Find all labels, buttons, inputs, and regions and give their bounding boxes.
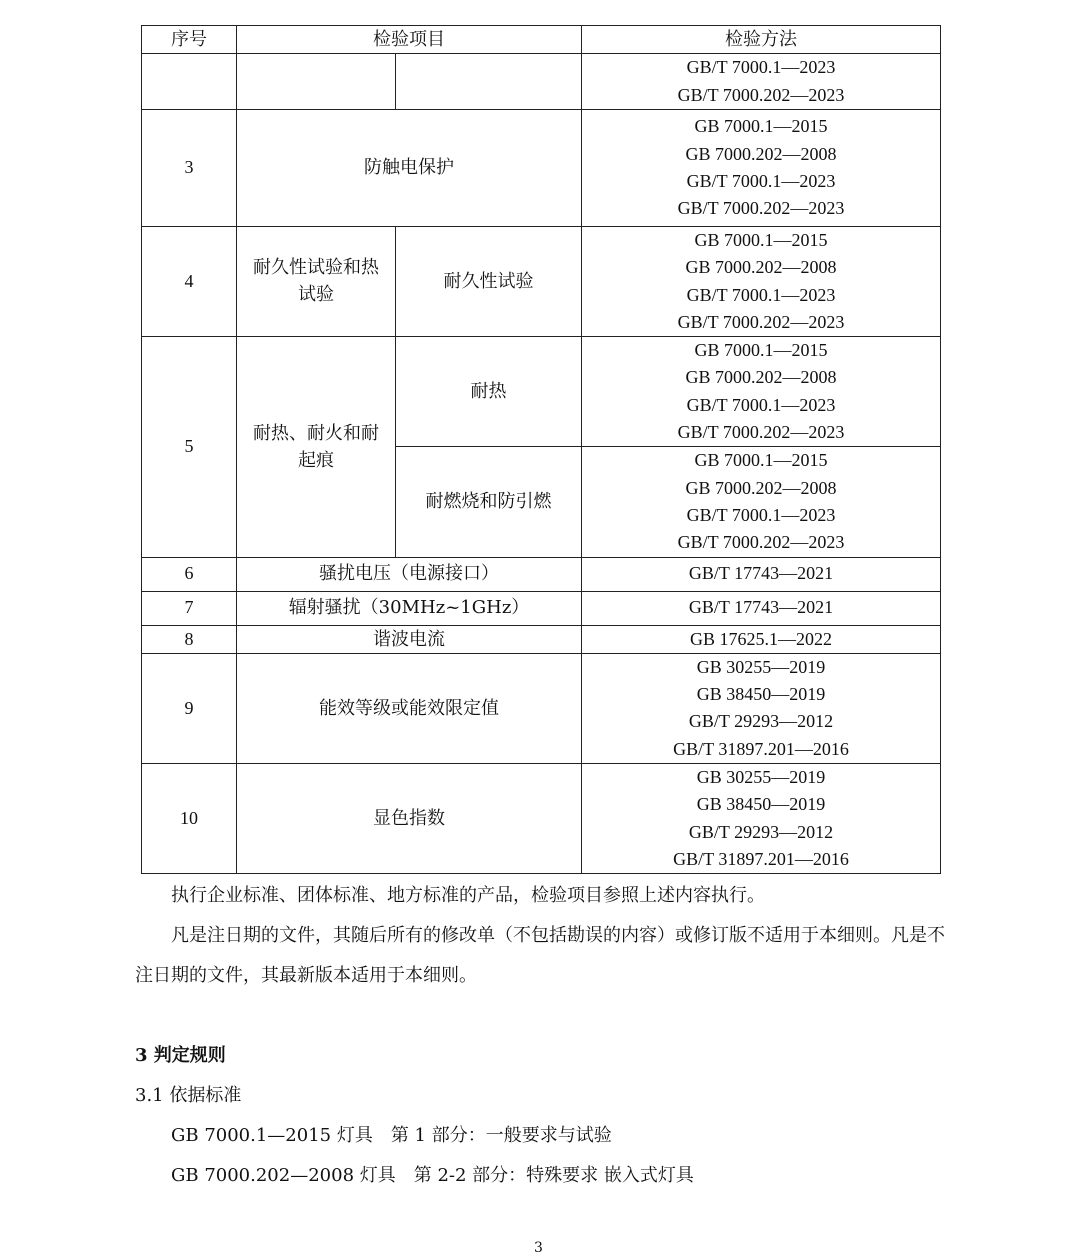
method-line: GB/T 31897.201—2016 xyxy=(673,738,849,759)
method-line: GB/T 29293—2012 xyxy=(688,711,834,732)
cell-method: GB/T 17743—2021 xyxy=(582,591,941,625)
method-line: GB 38450—2019 xyxy=(696,684,826,705)
cell-no: 4 xyxy=(142,227,237,337)
paragraph-dated-reference: 凡是注日期的文件，其随后所有的修改单（不包括勘误的内容）或修订版不适用于本细则。凡是不注日期的文件，其最新版本适用于本细则。 xyxy=(135,925,945,986)
section-heading-judgement-rules: 3 判定规则 xyxy=(135,1045,226,1066)
cell-methods xyxy=(582,110,941,227)
method-line: GB 7000.1—2015 xyxy=(694,116,828,137)
paragraph-scope-note: 执行企业标准、团体标准、地方标准的产品，检验项目参照上述内容执行。 xyxy=(171,885,765,906)
cell-no: 9 xyxy=(142,653,237,763)
table-row xyxy=(142,591,941,625)
cell-subitem xyxy=(396,54,582,110)
cell-item xyxy=(237,54,396,110)
table-row-continued xyxy=(142,54,941,110)
method-line: GB/T 7000.1—2023 xyxy=(686,394,836,415)
method-line: GB 7000.202—2008 xyxy=(685,477,837,498)
cell-methods xyxy=(582,764,941,874)
table-row xyxy=(142,625,941,653)
method-line: GB 7000.202—2008 xyxy=(685,367,837,388)
cell-no: 3 xyxy=(142,110,237,227)
cell-item xyxy=(237,337,396,557)
method-line: GB 30255—2019 xyxy=(696,767,826,788)
standard-item: GB 7000.202—2008 灯具 第 2-2 部分：特殊要求 嵌入式灯具 xyxy=(171,1165,694,1186)
cell-no: 5 xyxy=(142,337,237,557)
method-line: GB/T 7000.202—2023 xyxy=(677,198,845,219)
table-row xyxy=(142,557,941,591)
method-line: GB 7000.1—2015 xyxy=(694,450,828,471)
standard-item: GB 7000.1—2015 灯具 第 1 部分：一般要求与试验 xyxy=(171,1125,612,1146)
method-line: GB 7000.1—2015 xyxy=(694,230,828,250)
cell-no: 7 xyxy=(142,591,237,625)
method-line: GB/T 7000.1—2023 xyxy=(686,284,836,305)
method-line: GB/T 7000.1—2023 xyxy=(686,504,836,525)
cell-no: 10 xyxy=(142,764,237,874)
cell-no: 6 xyxy=(142,557,237,591)
cell-item: 辐射骚扰（30MHz~1GHz） xyxy=(237,591,582,625)
method-line: GB/T 7000.1—2023 xyxy=(686,171,836,191)
method-line: GB 38450—2019 xyxy=(696,794,826,815)
cell-subitem: 耐燃烧和防引燃 xyxy=(396,447,582,557)
cell-method: GB/T 17743—2021 xyxy=(582,557,941,591)
table-row xyxy=(142,764,941,874)
table-header-row xyxy=(142,26,941,54)
method-line: GB 7000.202—2008 xyxy=(685,143,837,164)
method-line: GB/T 7000.1—2023 xyxy=(686,57,836,78)
cell-item-text: 耐久性试验和热试验 xyxy=(253,257,379,306)
cell-item: 防触电保护 xyxy=(237,110,582,227)
method-line: GB 7000.1—2015 xyxy=(694,340,828,361)
table-row xyxy=(142,110,941,227)
method-line: GB 7000.202—2008 xyxy=(685,257,837,278)
cell-no xyxy=(142,54,237,110)
cell-item: 骚扰电压（电源接口） xyxy=(237,557,582,591)
table-row xyxy=(142,337,941,447)
header-item: 检验项目 xyxy=(237,26,582,54)
method-line: GB/T 29293—2012 xyxy=(688,821,834,842)
cell-method: GB 17625.1—2022 xyxy=(582,625,941,653)
header-method: 检验方法 xyxy=(582,26,941,54)
method-line: GB/T 7000.202—2023 xyxy=(677,532,845,553)
cell-subitem: 耐热 xyxy=(396,337,582,447)
header-no: 序号 xyxy=(142,26,237,54)
cell-methods xyxy=(582,447,941,557)
cell-no: 8 xyxy=(142,625,237,653)
inspection-table xyxy=(141,25,941,874)
cell-item: 能效等级或能效限定值 xyxy=(237,653,582,763)
subsection-heading-basis-standards: 3.1 依据标准 xyxy=(135,1085,242,1106)
cell-methods xyxy=(582,653,941,763)
cell-item xyxy=(237,227,396,337)
cell-methods xyxy=(582,337,941,447)
cell-item-text: 耐热、耐火和耐起痕 xyxy=(253,422,379,471)
method-line: GB 30255—2019 xyxy=(696,656,826,677)
method-line: GB/T 7000.202—2023 xyxy=(677,422,845,443)
cell-item: 显色指数 xyxy=(237,764,582,874)
cell-subitem: 耐久性试验 xyxy=(396,227,582,337)
method-line: GB/T 7000.202—2023 xyxy=(677,311,845,332)
cell-methods xyxy=(582,54,941,110)
table-row xyxy=(142,227,941,337)
cell-item: 谐波电流 xyxy=(237,625,582,653)
table-row xyxy=(142,653,941,763)
page-number: 3 xyxy=(534,1240,543,1256)
cell-methods xyxy=(582,227,941,337)
method-line: GB/T 7000.202—2023 xyxy=(677,84,845,105)
method-line: GB/T 31897.201—2016 xyxy=(673,848,849,869)
